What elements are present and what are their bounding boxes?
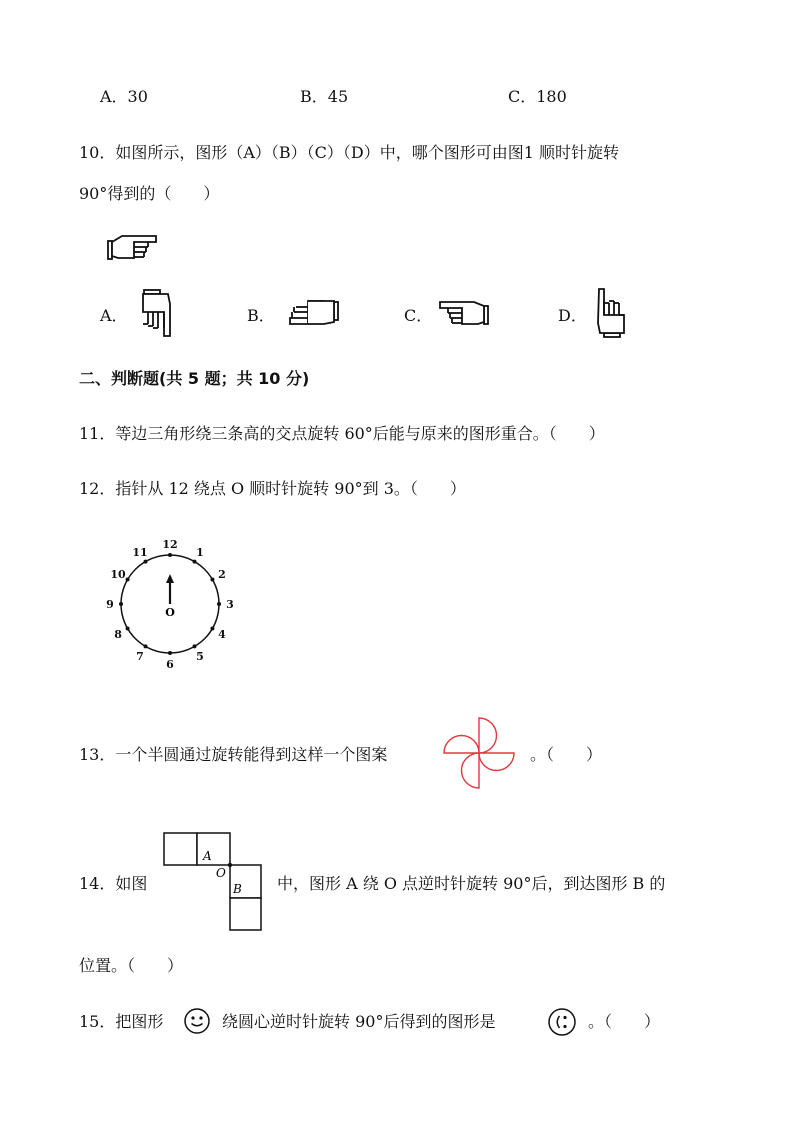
clock-tick-dot: [193, 560, 197, 564]
q10-option-b: B．: [247, 306, 275, 325]
clock-number: 1: [196, 546, 204, 560]
q10-text-line2: 90°得到的（ ）: [79, 184, 220, 203]
q11-text: 11．等边三角形绕三条高的交点旋转 60°后能与原来的图形重合。（ ）: [79, 424, 605, 443]
clock-tick-dot: [217, 602, 221, 606]
clock-center-label: O: [165, 606, 175, 619]
clock-number: 10: [110, 568, 126, 581]
clock-number: 11: [132, 546, 148, 560]
q10-option-c-hand-left-icon: [436, 298, 492, 328]
q14-label-a: A: [203, 849, 212, 863]
q12-clock-figure: [104, 536, 234, 671]
q13-text-after: 。（ ）: [530, 745, 603, 764]
clock-number: 12: [162, 538, 178, 551]
q15-text-before: 15．把图形: [79, 1012, 164, 1031]
q10-option-a-hand-down-icon: [138, 288, 174, 340]
clock-tick-dot: [168, 651, 172, 655]
clock-number: 4: [218, 628, 226, 641]
q10-option-a: A．: [100, 306, 128, 325]
q13-pinwheel-figure: [442, 716, 516, 790]
clock-tick-dot: [210, 578, 214, 582]
clock-tick-dot: [126, 627, 130, 631]
clock-tick-dot: [126, 578, 130, 582]
q10-text-line1: 10．如图所示，图形（A）（B）（C）（D）中，哪个图形可由图1 顺时针旋转: [79, 143, 620, 162]
q10-option-c: C．: [404, 306, 433, 325]
rotated-smiley-face-icon: [547, 1007, 577, 1037]
clock-tick-dot: [168, 553, 172, 557]
q10-option-d-hand-up-icon: [594, 287, 630, 339]
section-title: 二、判断题(共 5 题；共 10 分): [79, 369, 310, 388]
q10-figure1-hand-right: [106, 232, 160, 262]
q10-option-d: D．: [558, 306, 587, 325]
smiley-face-icon: [183, 1007, 211, 1035]
clock-number: 5: [196, 649, 204, 663]
clock-tick-dot: [193, 644, 197, 648]
q12-text: 12．指针从 12 绕点 O 顺时针旋转 90°到 3。（ ）: [79, 479, 466, 498]
clock-number: 6: [166, 658, 174, 671]
clock-number: 9: [106, 598, 114, 611]
q14-text-line2: 位置。（ ）: [79, 956, 184, 975]
q15-text-after: 。（ ）: [588, 1012, 661, 1031]
q9-option-b: B．45: [300, 87, 349, 106]
q14-text-after: 中，图形 A 绕 O 点逆时针旋转 90°后，到达图形 B 的: [277, 874, 666, 893]
clock-number: 2: [218, 568, 226, 581]
q9-option-c: C．180: [508, 87, 567, 106]
clock-tick-dot: [119, 602, 123, 606]
q13-text-before: 13．一个半圆通过旋转能得到这样一个图案: [79, 745, 388, 764]
q15-text-mid: 绕圆心逆时针旋转 90°后得到的图形是: [222, 1012, 496, 1031]
clock-tick-dot: [144, 644, 148, 648]
q14-label-o: O: [216, 866, 226, 880]
clock-tick-dot: [210, 627, 214, 631]
clock-number: 7: [136, 649, 144, 663]
q9-option-a: A．30: [100, 87, 148, 106]
q14-text-before: 14．如图: [79, 874, 148, 893]
clock-number: 3: [226, 598, 234, 611]
q10-option-b-hand-left-icon: [286, 298, 340, 328]
q14-label-b: B: [233, 882, 242, 896]
clock-tick-dot: [144, 560, 148, 564]
clock-number: 8: [114, 628, 122, 641]
q14-squares-figure: [163, 832, 263, 932]
